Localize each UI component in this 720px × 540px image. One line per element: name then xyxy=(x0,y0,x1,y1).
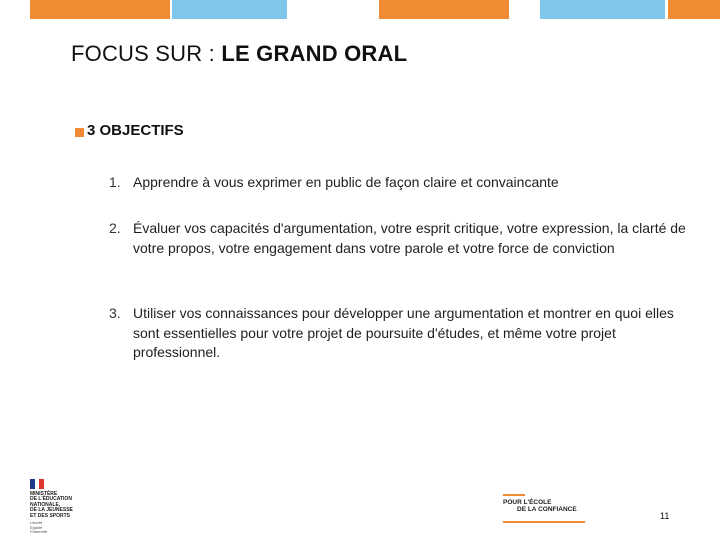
objective-number: 3. xyxy=(109,305,121,321)
ministry-line: NATIONALE, xyxy=(30,501,61,508)
page-number: 11 xyxy=(660,511,670,521)
section-bullet-square xyxy=(75,128,84,137)
top-bar-segment-4 xyxy=(540,0,665,19)
ministry-line: MINISTÈRE xyxy=(30,491,58,497)
logo-bottom-line xyxy=(503,521,585,523)
top-bar-segment-1 xyxy=(30,0,170,19)
objective-item-1 xyxy=(109,173,689,193)
motto-line: Égalité xyxy=(30,524,43,530)
objective-text: Évaluer vos capacités d'argumentation, votre esprit critique, votre expression, la clarté de votre propos, votre engagement dans votre parole et votre force de conviction xyxy=(133,220,686,256)
top-bar-segment-3 xyxy=(379,0,509,19)
objective-item-3 xyxy=(109,304,689,363)
ministry-logo xyxy=(30,479,90,535)
motto-line: Fraternité xyxy=(30,529,48,535)
objective-text: Utiliser vos connaissances pour développer une argumentation et montrer en quoi elles sont essentielles pour votre projet de poursuite d'études, et même votre projet professionnel. xyxy=(133,305,674,360)
confiance-line: POUR L'ÉCOLE xyxy=(503,499,552,506)
confiance-line: DE LA CONFIANCE xyxy=(517,506,577,513)
french-flag-icon xyxy=(30,479,44,489)
section-heading: 3 OBJECTIFS xyxy=(87,122,184,139)
motto-line: Liberté xyxy=(30,520,43,526)
objective-text: Apprendre à vous exprimer en public de façon claire et convaincante xyxy=(133,174,559,190)
objective-item-2 xyxy=(109,219,689,258)
republic-motto xyxy=(30,521,90,535)
slide-title-prefix: FOCUS SUR : xyxy=(71,41,222,66)
top-bar-segment-5 xyxy=(668,0,720,19)
ministry-line: ET DES SPORTS xyxy=(30,512,71,519)
slide-title-main: LE GRAND ORAL xyxy=(221,41,408,66)
objective-number: 1. xyxy=(109,174,121,190)
logo-top-line xyxy=(503,494,525,496)
top-bar-segment-2 xyxy=(172,0,287,19)
ministry-line: DE LA JEUNESSE xyxy=(30,507,73,514)
ministry-line: DE L'ÉDUCATION xyxy=(30,496,72,503)
ecole-confiance-logo xyxy=(503,497,577,513)
objective-number: 2. xyxy=(109,220,121,236)
slide-title xyxy=(71,41,407,67)
